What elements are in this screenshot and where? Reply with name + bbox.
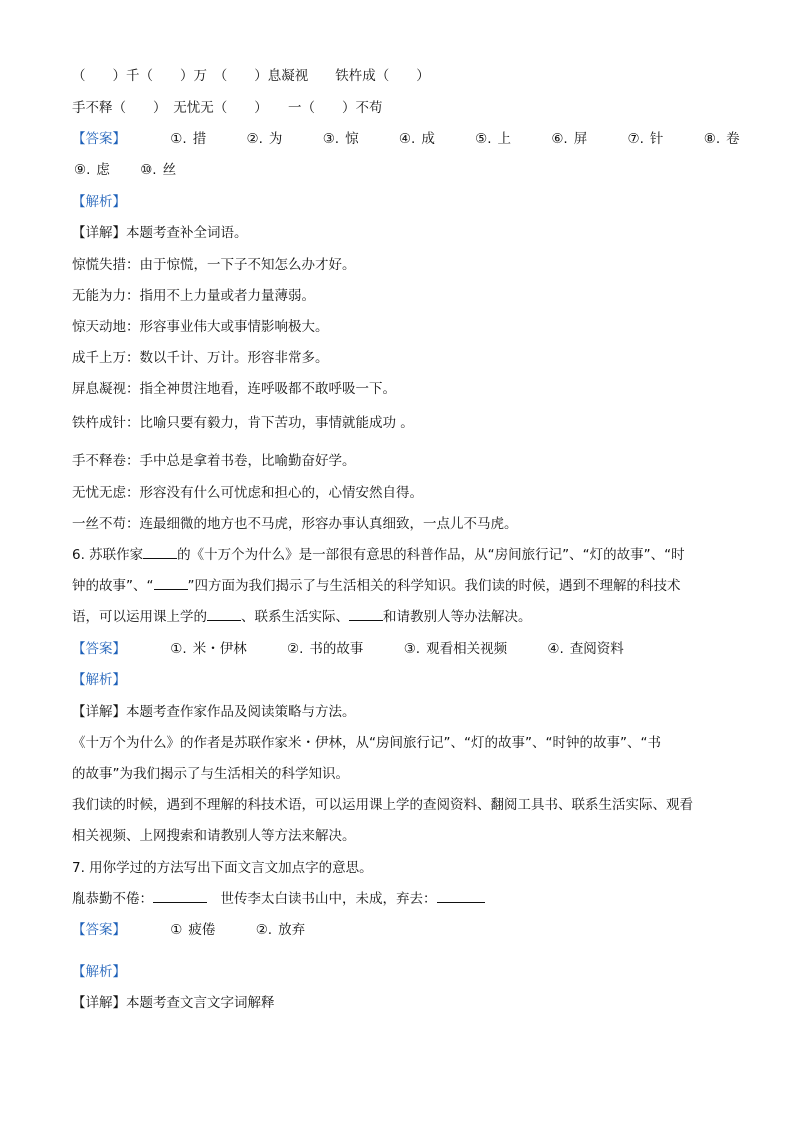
answer-item: ②. 书的故事	[287, 641, 364, 657]
answer-tag: 【答案】	[72, 922, 126, 938]
fill-blank	[143, 558, 177, 559]
explanation-line: 手不释卷：手中总是拿着书卷，比喻勤奋好学。	[72, 453, 356, 469]
answer-item: ②. 放弃	[255, 922, 306, 938]
q5-blanks-row-2: 手不释（ ） 无忧无（ ） 一（ ）不苟	[72, 100, 383, 116]
answer-tag: 【答案】	[72, 641, 126, 657]
q6-line-3: 语，可以运用课上学的 、联系生活实际、 和请教别人等办法解决。	[72, 609, 532, 625]
answer-item: ⑩. 丝	[140, 162, 177, 178]
detail-tag: 【详解】	[72, 704, 126, 720]
answer-tag: 【答案】	[72, 131, 126, 147]
fill-blank	[153, 902, 207, 903]
paragraph-line: 《十万个为什么》的作者是苏联作家米・伊林，从“房间旅行记”、“灯的故事”、“时钟的故事”、“书	[72, 735, 661, 751]
detail-line: 【详解】本题考查文言文字词解释	[72, 995, 275, 1011]
q6-answer-line	[72, 639, 624, 659]
explanation-line: 一丝不苟：连最细微的地方也不马虎，形容办事认真细致，一点儿不马虎。	[72, 516, 518, 532]
explanation-line: 惊天动地：形容事业伟大或事情影响极大。	[72, 319, 329, 335]
answer-item: ①. 措	[170, 131, 207, 147]
answer-item: ⑨. 虑	[74, 162, 110, 178]
answer-item: ④. 查阅资料	[547, 641, 624, 657]
paragraph-line: 我们读的时候，遇到不理解的科技术语，可以运用课上学的查阅资料、翻阅工具书、联系生活实际、观看	[72, 797, 693, 813]
detail-tag: 【详解】	[72, 225, 126, 241]
q6-line-2: 钟的故事”、“ ”四方面为我们揭示了与生活相关的科学知识。我们读的时候，遇到不理解的科技术	[72, 578, 681, 594]
answer-item: ⑦. 针	[627, 131, 664, 147]
explanation-line: 屏息凝视：指全神贯注地看，连呼吸都不敢呼吸一下。	[72, 381, 396, 397]
paragraph-line: 相关视频、上网搜索和请教别人等方法来解决。	[72, 828, 356, 844]
q7-title: 7. 用你学过的方法写出下面文言文加点字的意思。	[72, 860, 373, 876]
fill-blank	[437, 902, 485, 903]
answer-item: ③. 惊	[322, 131, 359, 147]
answer-item: ①. 米・伊林	[170, 641, 247, 657]
detail-tag: 【详解】	[72, 995, 126, 1011]
q5-answer-line	[72, 129, 740, 149]
answer-item: ③. 观看相关视频	[403, 641, 508, 657]
answer-item: ⑤. 上	[475, 131, 512, 147]
paragraph-line: 的故事”为我们揭示了与生活相关的科学知识。	[72, 766, 349, 782]
explanation-line: 无能为力：指用不上力量或者力量薄弱。	[72, 288, 315, 304]
explanation-line: 惊慌失措：由于惊慌，一下子不知怎么办才好。	[72, 257, 356, 273]
q6-line-1: 6. 苏联作家 的《十万个为什么》是一部很有意思的科普作品，从“房间旅行记”、“灯的故事”、“时	[72, 547, 685, 563]
detail-line: 【详解】本题考查补全词语。	[72, 225, 248, 241]
explanation-line: 无忧无虑：形容没有什么可忧虑和担心的，心情安然自得。	[72, 485, 423, 501]
explanation-line: 铁杵成针：比喻只要有毅力，肯下苦功，事情就能成功 。	[72, 415, 414, 431]
answer-item: ②. 为	[246, 131, 283, 147]
explanation-line: 成千上万：数以千计、万计。形容非常多。	[72, 350, 329, 366]
q5-answer-line-2	[72, 160, 176, 180]
analysis-tag: 【解析】	[72, 964, 126, 980]
q7-line-2: 胤恭勤不倦： 世传李太白读书山中，未成，弃去：	[72, 889, 485, 909]
q5-blanks-row-1: （ ）千（ ）万 （ ）息凝视 铁杵成（ ）	[72, 68, 430, 84]
answer-item: ① 疲倦	[170, 922, 216, 938]
analysis-tag: 【解析】	[72, 194, 126, 210]
analysis-tag: 【解析】	[72, 672, 126, 688]
fill-blank	[154, 589, 188, 590]
answer-item: ④. 成	[398, 131, 435, 147]
fill-blank	[349, 620, 383, 621]
q7-answer-line	[72, 920, 305, 940]
answer-item: ⑧. 卷	[703, 131, 740, 147]
detail-line: 【详解】本题考查作家作品及阅读策略与方法。	[72, 704, 356, 720]
fill-blank	[207, 620, 241, 621]
answer-item: ⑥. 屏	[551, 131, 588, 147]
